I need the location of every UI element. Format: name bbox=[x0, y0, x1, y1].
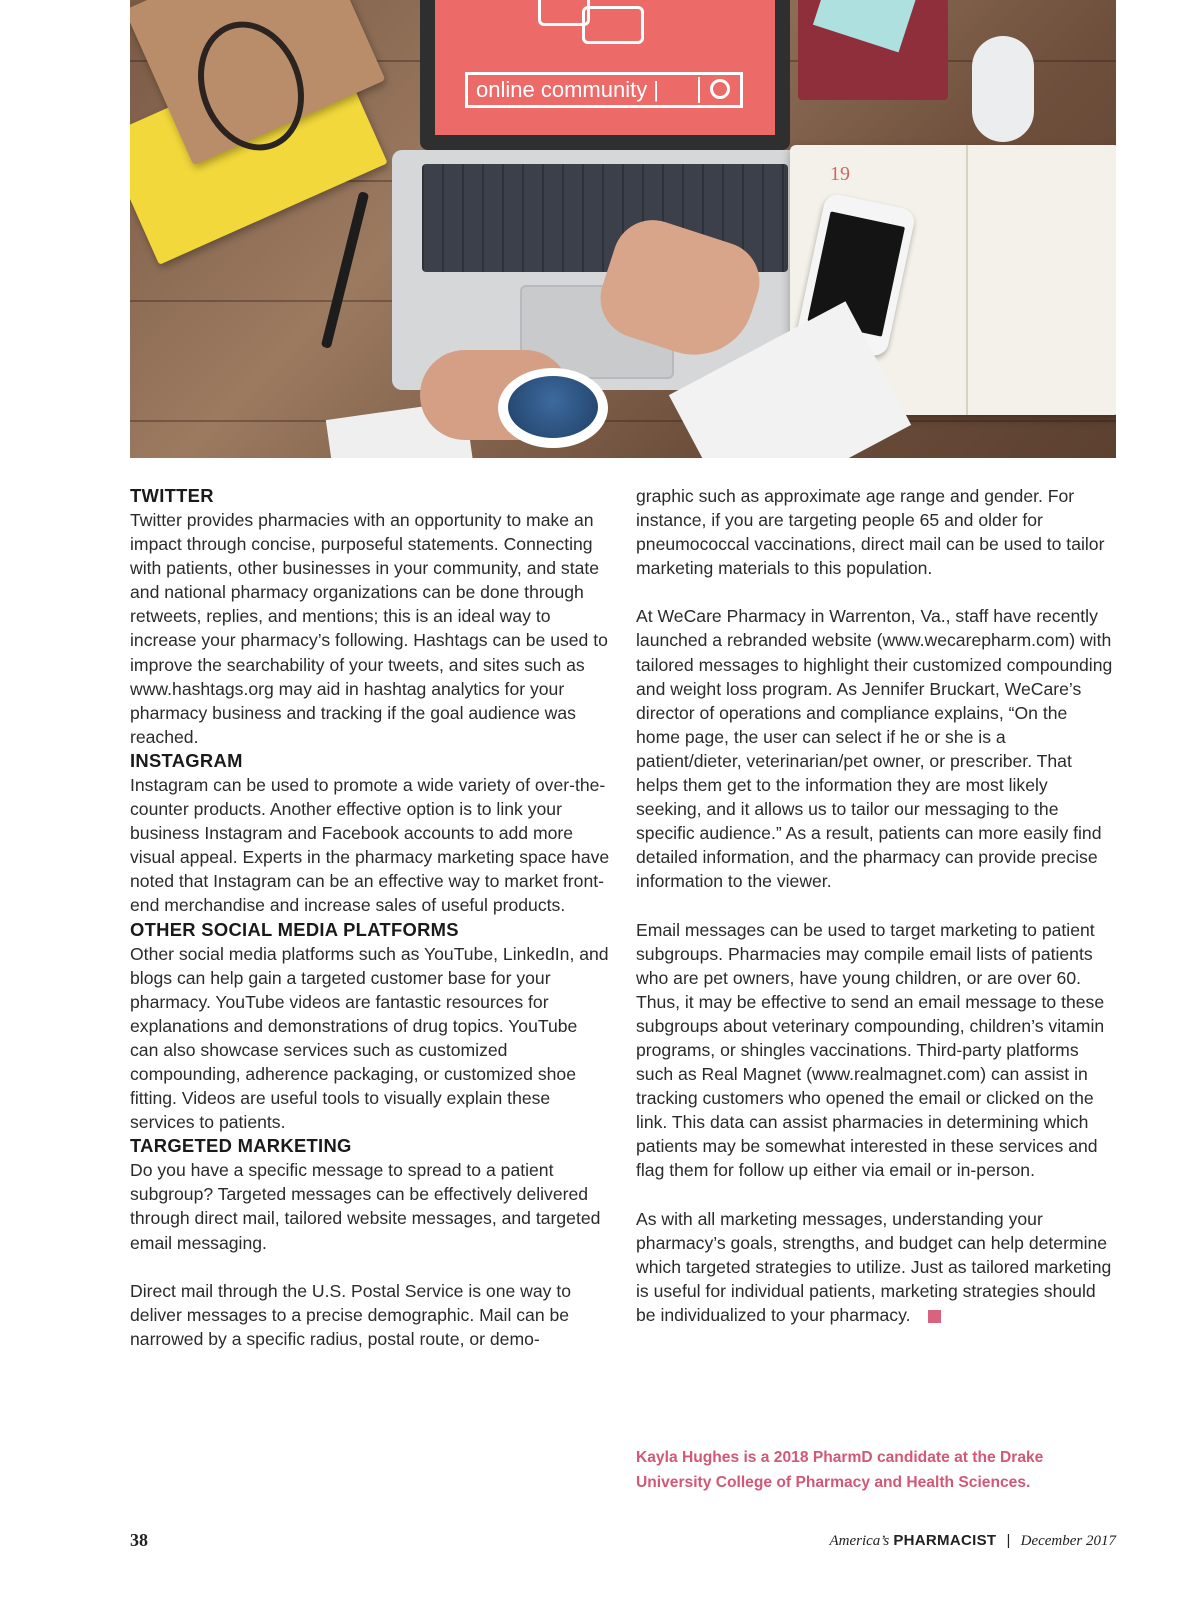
pen bbox=[321, 191, 369, 349]
body-paragraph: At WeCare Pharmacy in Warrenton, Va., staff have recently launched a rebranded website (www.wecarepharm.com) with tailored messages to highlight their customized compounding and weight loss program. As Jennifer Bruckart, WeCare’s director of operations and compliance explains, “On the home page, the user can select if he or she is a patient/dieter, veterinarian/pet owner, or prescriber. That helps them get to the information they are most likely seeking, and it allows us to tailor our messaging to the specific audience.” As a result, patients can more easily find detailed information, and the pharmacy can provide precise information to the viewer. bbox=[636, 606, 1113, 892]
body-paragraph: Instagram can be used to promote a wide variety of over-the-counter products. Another effective option is to link your business Instagram and Facebook accounts to add more visual appeal. Experts in the pharmacy marketing space have noted that Instagram can be an effective way to market front-end merchandise and increase sales of useful products. bbox=[130, 774, 610, 916]
computer-mouse bbox=[972, 36, 1034, 142]
search-box bbox=[465, 72, 743, 108]
chat-bubble-icon bbox=[582, 6, 644, 44]
closing-paragraph bbox=[636, 1207, 1116, 1327]
right-column bbox=[636, 484, 1116, 1327]
body-paragraph: Email messages can be used to target marketing to patient subgroups. Pharmacies may compile email lists of patients who are pet owners, have young children, or are over 60. Thus, it may be effective to send an email message to these subgroups about veterinary compounding, children’s vitamin programs, or shingles vaccinations. Third-party platforms such as Real Magnet (www.realmagnet.com) can assist in tracking customers who opened the email or clicked on the link. This data can assist pharmacies in determining which patients may be somewhat interested in these services and flag them for follow up either via email or in-person. bbox=[636, 919, 1105, 1181]
body-paragraph: Other social media platforms such as YouTube, LinkedIn, and blogs can help gain a targeted customer base for your pharmacy. YouTube videos are fantastic resources for explanations and demonstrations of drug topics. YouTube can also showcase services such as customized compounding, adherence packaging, or customized shoe fitting. Videos are useful tools to visually explain these services to patients. bbox=[130, 943, 609, 1133]
left-column bbox=[130, 484, 610, 1351]
closing-text: As with all marketing messages, understanding your pharmacy’s goals, strengths, and budget can help determine which targeted strategies to utilize. Just as tailored marketing is useful for individual patients, marketing strategies should be individualized to your pharmacy. bbox=[636, 1208, 1112, 1325]
body-paragraph: Twitter provides pharmacies with an opportunity to make an impact through concise, purposeful statements. Connecting with patients, other businesses in your community, and state and national pharmacy organizations can be done through retweets, replies, and mentions; this is an ideal way to increase your pharmacy’s following. Hashtags can be used to improve the searchability of your tweets, and sites such as www.hashtags.org may aid in hashtag analytics for your pharmacy business and tracking if the goal audience was reached. bbox=[130, 510, 608, 747]
body-paragraph: Do you have a specific message to spread to a patient subgroup? Targeted messages can be effectively delivered through direct mail, tailored website messages, and targeted email messaging. bbox=[130, 1160, 601, 1253]
footer-separator: | bbox=[1006, 1532, 1011, 1549]
coffee bbox=[508, 376, 598, 438]
section-twitter bbox=[130, 484, 610, 749]
notebook-date: 19 bbox=[830, 163, 850, 185]
section-heading: TWITTER bbox=[130, 485, 214, 506]
running-footer bbox=[829, 1532, 1116, 1550]
section-targeted-marketing bbox=[130, 1134, 610, 1351]
issue-date: December 2017 bbox=[1020, 1533, 1116, 1549]
page-number: 38 bbox=[130, 1530, 148, 1550]
body-paragraph: graphic such as approximate age range and gender. For instance, if you are targeting people 65 and older for pneumococcal vaccinations, direct mail can be used to tailor marketing materials to this population. bbox=[636, 486, 1105, 579]
author-bio: Kayla Hughes is a 2018 PharmD candidate at the Drake University College of Pharmacy and Health Sciences. bbox=[636, 1449, 1044, 1491]
end-of-article-icon bbox=[928, 1310, 941, 1323]
magazine-name: PHARMACIST bbox=[893, 1532, 997, 1549]
notebook-spine bbox=[966, 145, 968, 415]
section-heading: TARGETED MARKETING bbox=[130, 1135, 352, 1157]
coffee-cup bbox=[498, 368, 608, 448]
section-heading: INSTAGRAM bbox=[130, 749, 243, 771]
search-text: online community | bbox=[476, 77, 660, 102]
hero-photo bbox=[130, 0, 1116, 458]
section-other-social-media bbox=[130, 918, 610, 1135]
search-icon bbox=[710, 79, 730, 99]
magazine-prefix: America’s bbox=[829, 1533, 890, 1549]
search-divider bbox=[698, 77, 700, 103]
section-heading: OTHER SOCIAL MEDIA PLATFORMS bbox=[130, 918, 459, 940]
body-paragraph: Direct mail through the U.S. Postal Service is one way to deliver messages to a precise demographic. Mail can be narrowed by a specific radius, postal route, or demo- bbox=[130, 1280, 572, 1349]
section-instagram bbox=[130, 749, 610, 918]
